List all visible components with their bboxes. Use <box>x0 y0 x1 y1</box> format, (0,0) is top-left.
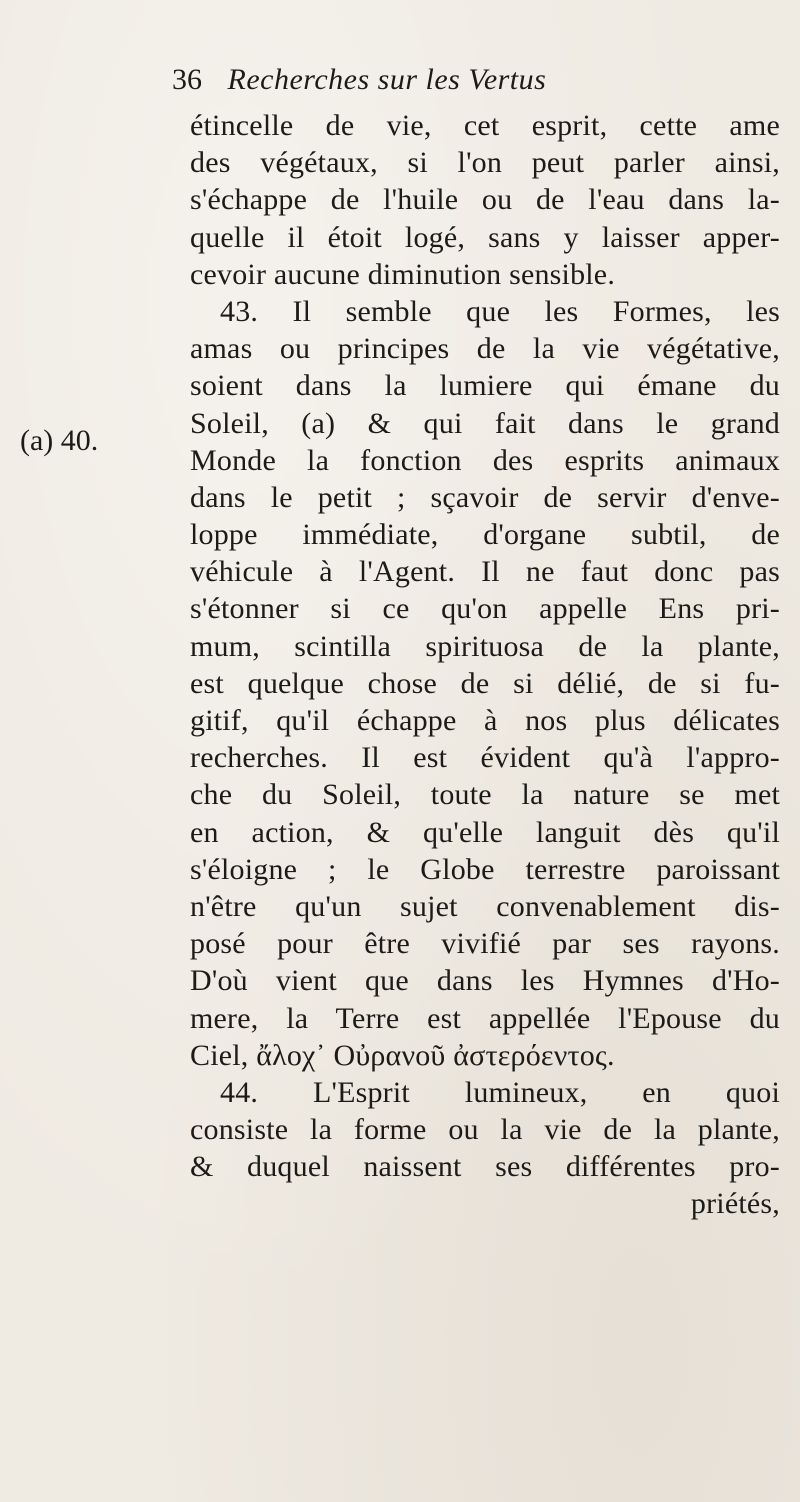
text-line: s'échappe de l'huile ou de l'eau dans la- <box>190 183 780 217</box>
text-line: posé pour être vivifié par ses rayons. <box>190 927 780 961</box>
text-line: des végétaux, si l'on peut parler ainsi, <box>190 146 780 180</box>
margin-note: (a) 40. <box>20 424 99 457</box>
text-line: amas ou principes de la vie végétative, <box>190 332 780 366</box>
text-line: & duquel naissent ses différentes pro- <box>190 1150 780 1184</box>
text-line: en action, & qu'elle languit dès qu'il <box>190 815 780 849</box>
text-line: mum, scintilla spirituosa de la plante, <box>190 629 780 663</box>
text-line: gitif, qu'il échappe à nos plus délicates <box>190 704 780 737</box>
body-text <box>190 107 780 1223</box>
text-line: loppe immédiate, d'organe subtil, de <box>190 518 780 552</box>
text-line: n'être qu'un sujet convenablement dis- <box>190 889 780 923</box>
page-header <box>172 62 546 98</box>
text-line: s'étonner si ce qu'on appelle Ens pri- <box>190 592 780 626</box>
text-line: D'où vient que dans les Hymnes d'Ho- <box>190 964 780 998</box>
text-line: Ciel, ἄλοχ᾽ Οὐρανοῦ ἀστερόεντος. <box>190 1038 615 1072</box>
running-title: Recherches sur les Vertus <box>227 63 547 96</box>
text-line: 44. L'Esprit lumineux, en quoi <box>220 1075 780 1109</box>
text-line: Monde la fonction des esprits animaux <box>190 443 780 477</box>
text-line: che du Soleil, toute la nature se met <box>190 778 780 812</box>
text-line: cevoir aucune diminution sensible. <box>190 257 616 291</box>
catchword: priétés, <box>690 1187 780 1221</box>
text-line: est quelque chose de si délié, de si fu- <box>190 666 780 700</box>
text-line: étincelle de vie, cet esprit, cette ame <box>190 109 780 142</box>
text-line: dans le petit ; sçavoir de servir d'enve- <box>190 480 780 514</box>
text-line: s'éloigne ; le Globe terrestre paroissant <box>190 852 780 886</box>
text-line: consiste la forme ou la vie de la plante, <box>190 1113 780 1147</box>
text-line: recherches. Il est évident qu'à l'appro- <box>190 741 780 775</box>
text-line: véhicule à l'Agent. Il ne faut donc pas <box>190 555 780 589</box>
text-line: quelle il étoit logé, sans y laisser apper- <box>190 220 780 254</box>
text-line: mere, la Terre est appellée l'Epouse du <box>190 1001 780 1035</box>
text-line: soient dans la lumiere qui émane du <box>190 369 780 403</box>
text-line: Soleil, (a) & qui fait dans le grand <box>190 406 780 440</box>
text-line: 43. Il semble que les Formes, les <box>220 294 780 328</box>
page-number: 36 <box>172 63 202 96</box>
